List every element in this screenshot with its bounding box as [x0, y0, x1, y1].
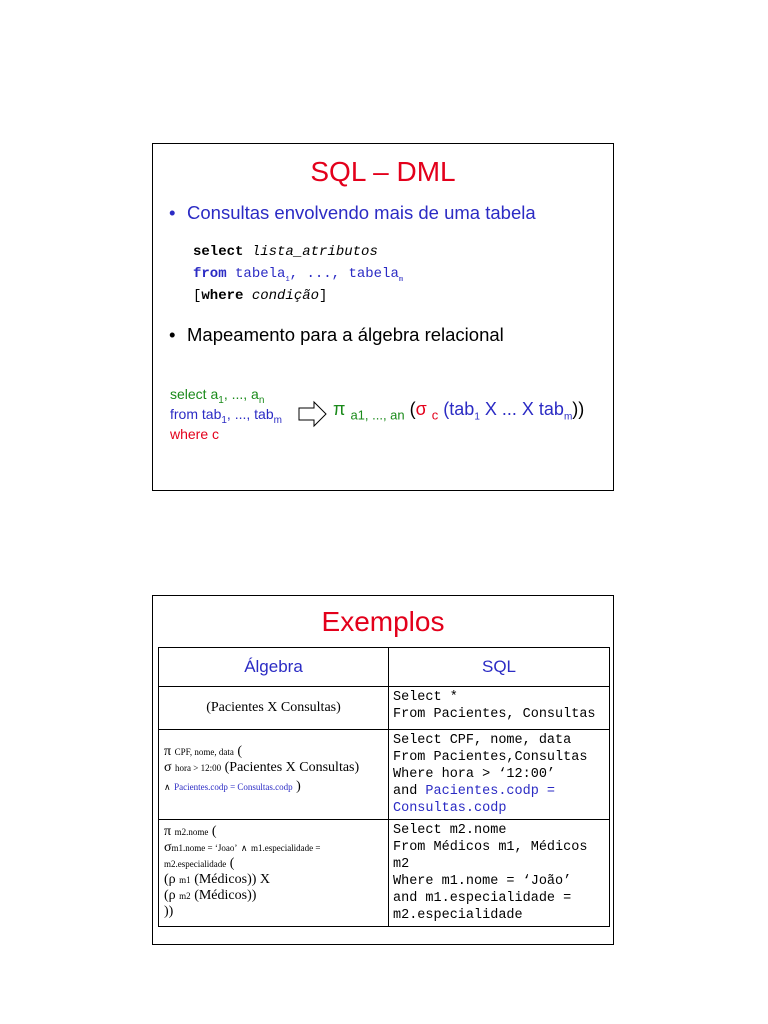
sql-line: Consultas.codp	[393, 801, 507, 816]
map-select-text: select a	[170, 386, 219, 402]
tab-mid: X ... X tab	[479, 399, 564, 419]
rho-symbol: ρ	[168, 872, 176, 887]
map-from-subm: m	[273, 414, 282, 426]
pi-sub: CPF, nome, data	[174, 747, 234, 757]
sql-line: From Médicos m1, Médicos	[393, 840, 588, 855]
sql-cell	[389, 687, 610, 730]
paren: (	[211, 824, 217, 839]
examples-table	[158, 647, 610, 927]
bullet-consultas	[169, 202, 536, 224]
sql-line: m2	[393, 857, 410, 872]
code-line-where	[193, 285, 403, 307]
algebra-expression	[333, 399, 584, 423]
sql-line: Select *	[393, 690, 458, 705]
table-row	[159, 730, 610, 820]
sql-line: From Pacientes, Consultas	[393, 707, 596, 722]
tab-sub-m: m	[398, 275, 404, 284]
close-parens: ))	[572, 399, 585, 419]
algebra-line	[159, 744, 388, 760]
algebra-cell	[159, 820, 389, 927]
table-row	[159, 820, 610, 927]
keyword-from: from	[193, 266, 227, 282]
cond-text: condição	[251, 288, 320, 304]
map-from-text: from tab	[170, 406, 222, 422]
algebra-line	[159, 824, 388, 840]
sql-join-a: Pacientes.codp =	[425, 784, 556, 799]
sigma-sub: c	[431, 407, 439, 423]
and-symbol: ∧	[164, 782, 171, 792]
join-condition: Pacientes.codp = Consultas.codp	[174, 782, 293, 792]
rho-symbol: ρ	[168, 888, 176, 903]
attrs-text: lista_atributos	[251, 244, 378, 260]
sql-and: and	[393, 784, 426, 799]
code-line-select	[193, 241, 403, 263]
keyword-where: where	[201, 288, 244, 304]
tab-subm: m	[563, 411, 573, 423]
slide-sql-dml	[152, 143, 614, 491]
map-select-subn: n	[258, 394, 265, 406]
sql-cell	[389, 730, 610, 820]
bullet-mapeamento	[169, 324, 504, 346]
tab-text: tabela	[235, 266, 286, 282]
sigma-rest: (Pacientes X Consultas)	[224, 760, 360, 775]
algebra-line	[159, 856, 388, 872]
pi-symbol: π	[333, 399, 346, 419]
map-from-mid: , ..., tab	[226, 406, 274, 422]
bullet-dot: •	[169, 202, 176, 223]
sql-syntax-block	[193, 241, 403, 307]
algebra-line: ))	[164, 904, 174, 919]
paren: (	[164, 872, 169, 887]
rho-rest: (Médicos)) X	[194, 872, 270, 887]
slide-title: Exemplos	[321, 606, 445, 637]
map-from-sub1: 1	[221, 414, 227, 426]
map-where-line: where c	[170, 426, 220, 442]
algebra-line	[159, 776, 388, 795]
paren: )	[296, 779, 301, 794]
tab-open: (tab	[443, 399, 475, 419]
pi-symbol: π	[164, 824, 172, 839]
sigma-sub-b: m1.especialidade =	[250, 843, 321, 853]
sql-line: From Pacientes,Consultas	[393, 750, 588, 765]
sigma-sub: hora > 12:00	[175, 763, 222, 773]
arrow-right-icon	[298, 400, 328, 430]
map-select-sub1: 1	[218, 394, 224, 406]
sigma-symbol: σ	[164, 840, 172, 855]
table-row	[159, 687, 610, 730]
tab-expr	[443, 399, 573, 423]
sql-line: Where m1.nome = ‘João’	[393, 874, 572, 889]
sql-line: Select m2.nome	[393, 823, 507, 838]
paren: (	[237, 744, 243, 759]
paren: (	[164, 888, 169, 903]
header-algebra: Álgebra	[159, 648, 389, 687]
rho-rest: (Médicos))	[194, 888, 257, 903]
algebra-cell: (Pacientes X Consultas)	[159, 687, 389, 730]
mapping-sql	[170, 384, 282, 444]
tab-mid: , ...,	[289, 266, 349, 282]
slide-title: SQL – DML	[310, 156, 456, 187]
algebra-cell	[159, 730, 389, 820]
map-from-line	[170, 404, 282, 424]
bracket-close: ]	[319, 288, 328, 304]
sql-line	[393, 783, 605, 800]
sql-line: and m1.especialidade =	[393, 891, 572, 906]
table-header-row	[159, 648, 610, 687]
sql-cell	[389, 820, 610, 927]
tab-sub1: 1	[474, 411, 480, 423]
rho-sub: m2	[179, 891, 191, 901]
paren: (	[229, 856, 235, 871]
header-sql: SQL	[389, 648, 610, 687]
pi-sub: m2.nome	[174, 827, 209, 837]
and-symbol: ∧	[240, 843, 248, 853]
bullet-text: Mapeamento para a álgebra relacional	[187, 324, 504, 345]
pi-sub: a1, ..., an	[350, 407, 405, 423]
sql-line: Select CPF, nome, data	[393, 733, 572, 748]
bullet-text: Consultas envolvendo mais de uma tabela	[187, 202, 536, 223]
algebra-line	[159, 840, 388, 856]
sigma-symbol: σ	[164, 760, 172, 775]
pi-symbol: π	[164, 744, 172, 759]
slide-exemplos	[152, 595, 614, 945]
map-select-mid: , ..., a	[223, 386, 259, 402]
algebra-line	[159, 888, 388, 904]
algebra-line	[159, 760, 388, 776]
tab-sub-1: 1	[285, 275, 290, 284]
algebra-text: m2.especialidade	[164, 859, 227, 869]
sql-line: m2.especialidade	[393, 908, 523, 923]
code-line-from	[193, 263, 403, 285]
keyword-select: select	[193, 244, 244, 260]
bracket-open: [	[193, 288, 202, 304]
map-select-line	[170, 384, 282, 404]
sigma-symbol: σ	[415, 399, 427, 419]
paren-open: (	[409, 399, 416, 419]
sigma-sub: m1.nome = ‘Joao’	[171, 843, 238, 853]
bullet-dot: •	[169, 324, 176, 345]
tab-text-2: tabela	[348, 266, 399, 282]
algebra-line	[159, 872, 388, 888]
rho-sub: m1	[179, 875, 191, 885]
sql-line: Where hora > ‘12:00’	[393, 767, 556, 782]
